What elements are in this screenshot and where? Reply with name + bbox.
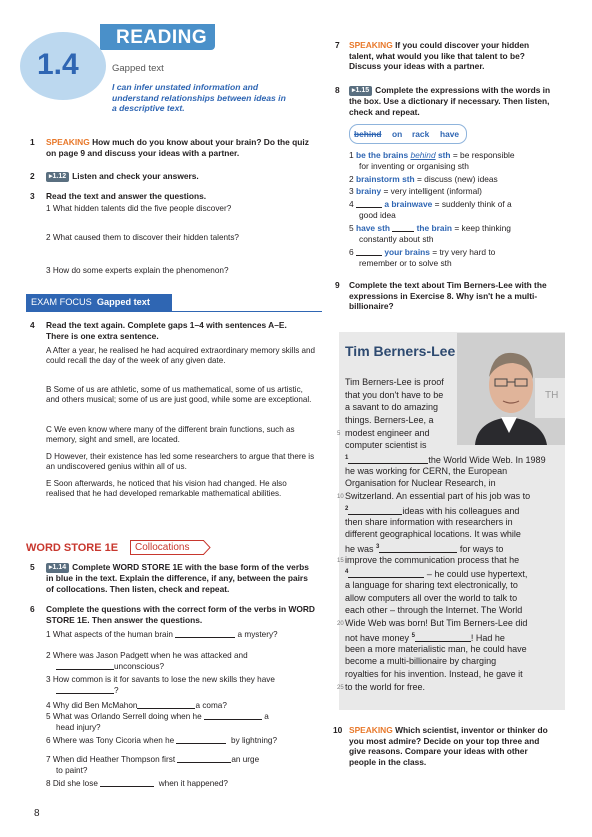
article-line: modest engineer and xyxy=(345,428,430,438)
ex6-q5-cont: head injury? xyxy=(56,723,101,732)
article-line: that you don't have to be xyxy=(345,390,444,400)
item-num: 6 xyxy=(349,247,354,257)
q-text: 2 Where was Jason Padgett when he was attacked and xyxy=(46,651,248,660)
ex5-number: 5 xyxy=(30,562,35,572)
ex6-q4 xyxy=(46,701,227,711)
article-line: each other – through the Internet. The World xyxy=(345,605,523,615)
ex4-option-e xyxy=(46,479,316,499)
line-number-5: 5 xyxy=(337,431,341,437)
answer-gap[interactable] xyxy=(204,712,262,720)
q-text: 6 Where was Tony Cicoria when he xyxy=(46,736,175,745)
answer-gap[interactable] xyxy=(356,248,382,256)
item-meaning: = keep thinking xyxy=(454,223,511,233)
ex10-instruction xyxy=(349,725,554,767)
item-num: 1 xyxy=(349,150,354,160)
word-store-tab-label: Collocations xyxy=(135,542,190,553)
item-phrase: have sth xyxy=(356,223,390,233)
svg-text:TH: TH xyxy=(545,390,559,401)
ex8-text: Complete the expressions with the words in the box. Use a dictionary if necessary. Then listen, check and repeat. xyxy=(349,85,551,117)
ex6-q7-cont: to paint? xyxy=(56,766,88,775)
ex5-text: Complete WORD STORE 1E with the base form of the verbs in blue in the text. Explain the difference, if any, between the pairs of collocations. Then listen, check and repeat. xyxy=(46,562,309,594)
lesson-objective: I can infer unstated information and understand relationships between ideas in a descriptive text. xyxy=(112,82,286,114)
article-line: become a multi-billionaire by charging xyxy=(345,656,497,666)
line-text: – he could use hypertext, xyxy=(426,569,528,579)
word-box-item-have: have xyxy=(440,129,460,139)
q-text: 7 When did Heather Thompson first xyxy=(46,755,176,764)
item-meaning: = suddenly think of a xyxy=(434,199,512,209)
page-number: 8 xyxy=(34,808,40,819)
ex6-instruction: Complete the questions with the correct form of the verbs in WORD STORE 1E. Then answer the questions. xyxy=(46,604,315,625)
item-meaning: = very intelligent (informal) xyxy=(383,186,482,196)
ex10-number: 10 xyxy=(333,725,343,735)
article-line: a savant to do amazing xyxy=(345,402,439,412)
ex6-q3 xyxy=(46,675,275,685)
ex2-text: Listen and check your answers. xyxy=(72,171,199,181)
line-text: ! Had he xyxy=(470,633,505,643)
ex3-q2: 2 What caused them to discover their hidden talents? xyxy=(46,233,239,242)
q-text: a coma? xyxy=(195,701,227,710)
article-line: royalties for his invention. Instead, he gave it xyxy=(345,669,523,679)
answer-gap[interactable] xyxy=(356,200,382,208)
answer-gap[interactable] xyxy=(348,456,428,464)
ex8-number: 8 xyxy=(335,85,340,95)
item-meaning: = try very hard to xyxy=(432,247,496,257)
ex10-speaking-tag: SPEAKING xyxy=(349,725,393,735)
ex3-number: 3 xyxy=(30,191,35,201)
exam-focus-tag: EXAM FOCUS xyxy=(31,297,92,307)
ex7-speaking-tag: SPEAKING xyxy=(349,40,393,50)
q-text: 4 Why did Ben McMahon xyxy=(46,701,138,710)
line-text: ideas with his colleagues and xyxy=(402,506,520,516)
answer-gap[interactable] xyxy=(137,701,195,709)
ex6-q6 xyxy=(46,736,277,746)
option-text: After a year, he realised he had acquired extraordinary memory skills and could recall the day of the week of any given date. xyxy=(46,346,316,366)
line-text: he was xyxy=(345,544,374,554)
ex9-number: 9 xyxy=(335,280,340,290)
item-num: 4 xyxy=(349,199,354,209)
ex5-instruction xyxy=(46,562,316,594)
answer-gap[interactable] xyxy=(56,662,114,670)
expr-6-cont: remember or to solve sth xyxy=(359,258,452,268)
option-text: Some of us are athletic, some of us mathematical, some of us artistic, and others musical; some of us are just good, while some are exceptional. xyxy=(46,385,312,405)
answer-gap[interactable] xyxy=(392,224,414,232)
item-phrase: brainy xyxy=(356,186,382,196)
ex6-number: 6 xyxy=(30,604,35,614)
article-line: to the world for free. xyxy=(345,682,426,692)
article-title: Tim Berners-Lee xyxy=(345,343,456,359)
line-number-10: 10 xyxy=(337,494,344,500)
ex3-q3: 3 How do some experts explain the phenomenon? xyxy=(46,266,229,275)
item-num: 2 xyxy=(349,174,354,184)
gap-number: 5 xyxy=(411,633,415,639)
answer-gap[interactable] xyxy=(100,779,154,787)
line-number-25: 25 xyxy=(337,685,344,691)
ex1-instruction xyxy=(46,137,314,158)
lesson-number: 1.4 xyxy=(37,48,79,81)
item-phrase: brainstorm sth xyxy=(356,174,415,184)
option-letter: E xyxy=(46,479,52,488)
q-text: when it happened? xyxy=(158,779,228,788)
answer-gap[interactable] xyxy=(175,630,235,638)
option-letter: B xyxy=(46,385,52,394)
option-text: Soon afterwards, he noticed that his vision had changed. He also realised that he had developed remarkable mathematical abilities. xyxy=(46,479,287,499)
section-title: READING xyxy=(116,27,208,48)
ex9-instruction: Complete the text about Tim Berners-Lee with the expressions in Exercise 8. Why isn't he a multi-billionaire? xyxy=(349,280,547,311)
expr-4-cont: good idea xyxy=(359,210,396,220)
expr-2 xyxy=(349,174,498,185)
option-text: However, their existence has led some researchers to argue that there is an undiscovered genius within all of us. xyxy=(46,452,315,472)
ex10-text: Which scientist, inventor or thinker do you most admire? Decide on your top three and give reasons. Compare your ideas with other people in the class. xyxy=(349,725,548,767)
lesson-subtitle: Gapped text xyxy=(112,63,164,74)
word-store-tab-arrow xyxy=(203,540,211,555)
ex1-number: 1 xyxy=(30,137,35,147)
answer-gap[interactable] xyxy=(379,545,457,553)
ex6-q5 xyxy=(46,712,269,722)
item-meaning: = discuss (new) ideas xyxy=(416,174,498,184)
q-text: 8 Did she lose xyxy=(46,779,98,788)
article-line: things. Berners-Lee, a xyxy=(345,415,434,425)
ex6-q8 xyxy=(46,779,228,789)
q-text: ? xyxy=(114,686,119,695)
expr-1 xyxy=(349,150,559,161)
line-text: the World Wide Web. In 1989 xyxy=(428,455,546,465)
ex3-instruction: Read the text and answer the questions. xyxy=(46,191,207,201)
exam-focus-title: Gapped text xyxy=(96,297,150,307)
article-line: Tim Berners-Lee is proof xyxy=(345,377,444,387)
ex4-option-d xyxy=(46,452,316,472)
article-line: allow computers all over the world to talk to xyxy=(345,593,518,603)
expr-5-cont: constantly about sth xyxy=(359,234,434,244)
word-box-item-on: on xyxy=(392,129,403,139)
q-text: unconscious? xyxy=(114,662,165,671)
ex4-option-b xyxy=(46,385,316,405)
item-answer: behind xyxy=(410,150,436,160)
option-letter: D xyxy=(46,452,52,461)
ex2-number: 2 xyxy=(30,171,35,181)
ex4-option-c xyxy=(46,425,316,445)
q-text: a xyxy=(264,712,269,721)
article-line: he was working for CERN, the European xyxy=(345,466,508,476)
expr-5 xyxy=(349,223,511,234)
item-phrase: your brains xyxy=(384,247,430,257)
expr-4 xyxy=(349,199,512,210)
ex3-q1: 1 What hidden talents did the five people discover? xyxy=(46,204,232,213)
ex6-q3-cont xyxy=(56,686,119,696)
item-meaning: = be responsible xyxy=(452,150,515,160)
gap-number: 3 xyxy=(376,544,380,550)
item-phrase: sth xyxy=(437,150,451,160)
article-line: improve the communication process that he xyxy=(345,555,520,565)
ex4-option-a xyxy=(46,346,316,366)
q-text: an urge xyxy=(231,755,260,764)
ex7-instruction xyxy=(349,40,554,72)
option-letter: A xyxy=(46,346,51,355)
exam-focus-label xyxy=(31,297,150,309)
ex1-text: How much do you know about your brain? Do the quiz on page 9 and discuss your ideas with a partner. xyxy=(46,137,309,158)
ex6-q1 xyxy=(46,630,278,640)
word-store-label: WORD STORE 1E xyxy=(26,542,119,554)
ex8-instruction xyxy=(349,85,554,117)
q-text: 1 What aspects of the human brain xyxy=(46,630,173,639)
q-text: 3 How common is it for savants to lose the new skills they have xyxy=(46,675,275,684)
article-line: been a more materialistic man, he could have xyxy=(345,644,527,654)
answer-gap[interactable] xyxy=(348,507,402,515)
word-box-item-behind: behind xyxy=(354,129,382,139)
ex2-instruction xyxy=(46,171,314,182)
item-phrase: the brain xyxy=(416,223,453,233)
article-line: then share information with researchers in xyxy=(345,517,513,527)
answer-gap[interactable] xyxy=(177,755,231,763)
ex6-q2 xyxy=(46,651,248,661)
expr-3 xyxy=(349,186,482,197)
article-line: Switzerland. An essential part of his job was to xyxy=(345,491,531,501)
expr-6 xyxy=(349,247,495,258)
article-line: different geographical locations. It was while xyxy=(345,529,521,539)
q-text: by lightning? xyxy=(231,736,278,745)
gap-number: 1 xyxy=(345,455,349,461)
line-number-15: 15 xyxy=(337,558,344,564)
q-text: a mystery? xyxy=(237,630,278,639)
item-phrase: be the brains xyxy=(356,150,409,160)
answer-gap[interactable] xyxy=(176,736,226,744)
gap-number: 2 xyxy=(345,506,349,512)
answer-gap[interactable] xyxy=(348,570,424,578)
q-text: 5 What was Orlando Serrell doing when he xyxy=(46,712,202,721)
item-num: 5 xyxy=(349,223,354,233)
line-text: for ways to xyxy=(459,544,504,554)
article-line: a language for sharing text electronically, to xyxy=(345,580,518,590)
expr-1-cont: for inventing or organising sth xyxy=(359,161,469,171)
option-letter: C xyxy=(46,425,52,434)
article-line: Organisation for Nuclear Research, in xyxy=(345,478,496,488)
article-line: Wide Web was born! But Tim Berners-Lee did xyxy=(345,618,528,628)
ex7-text: If you could discover your hidden talent, what would you like that talent to be? Discuss your ideas with a partner. xyxy=(349,40,530,71)
ex7-number: 7 xyxy=(335,40,340,50)
ex6-q7 xyxy=(46,755,259,765)
answer-gap[interactable] xyxy=(415,634,471,642)
item-phrase: a brainwave xyxy=(384,199,433,209)
article-line: computer scientist is xyxy=(345,440,427,450)
gap-number: 4 xyxy=(345,569,349,575)
option-text: We even know where many of the different brain functions, such as memory, sight and smell, are located. xyxy=(46,425,295,445)
ex1-speaking-tag: SPEAKING xyxy=(46,137,90,147)
word-store-tab[interactable] xyxy=(130,540,204,555)
ex2-audio-icon[interactable]: ▸1.12 xyxy=(46,172,69,182)
word-box-item-rack: rack xyxy=(412,129,430,139)
line-number-20: 20 xyxy=(337,621,344,627)
exam-focus-rule xyxy=(26,311,322,312)
ex4-number: 4 xyxy=(30,320,35,330)
ex4-instruction: Read the text again. Complete gaps 1–4 with sentences A–E. There is one extra sentence. xyxy=(46,320,287,341)
line-text: not have money xyxy=(345,633,410,643)
ex8-audio-icon[interactable]: ▸1.15 xyxy=(349,86,372,96)
ex5-audio-icon[interactable]: ▸1.14 xyxy=(46,563,69,573)
answer-gap[interactable] xyxy=(56,686,114,694)
ex6-q2-cont xyxy=(56,662,164,672)
item-num: 3 xyxy=(349,186,354,196)
